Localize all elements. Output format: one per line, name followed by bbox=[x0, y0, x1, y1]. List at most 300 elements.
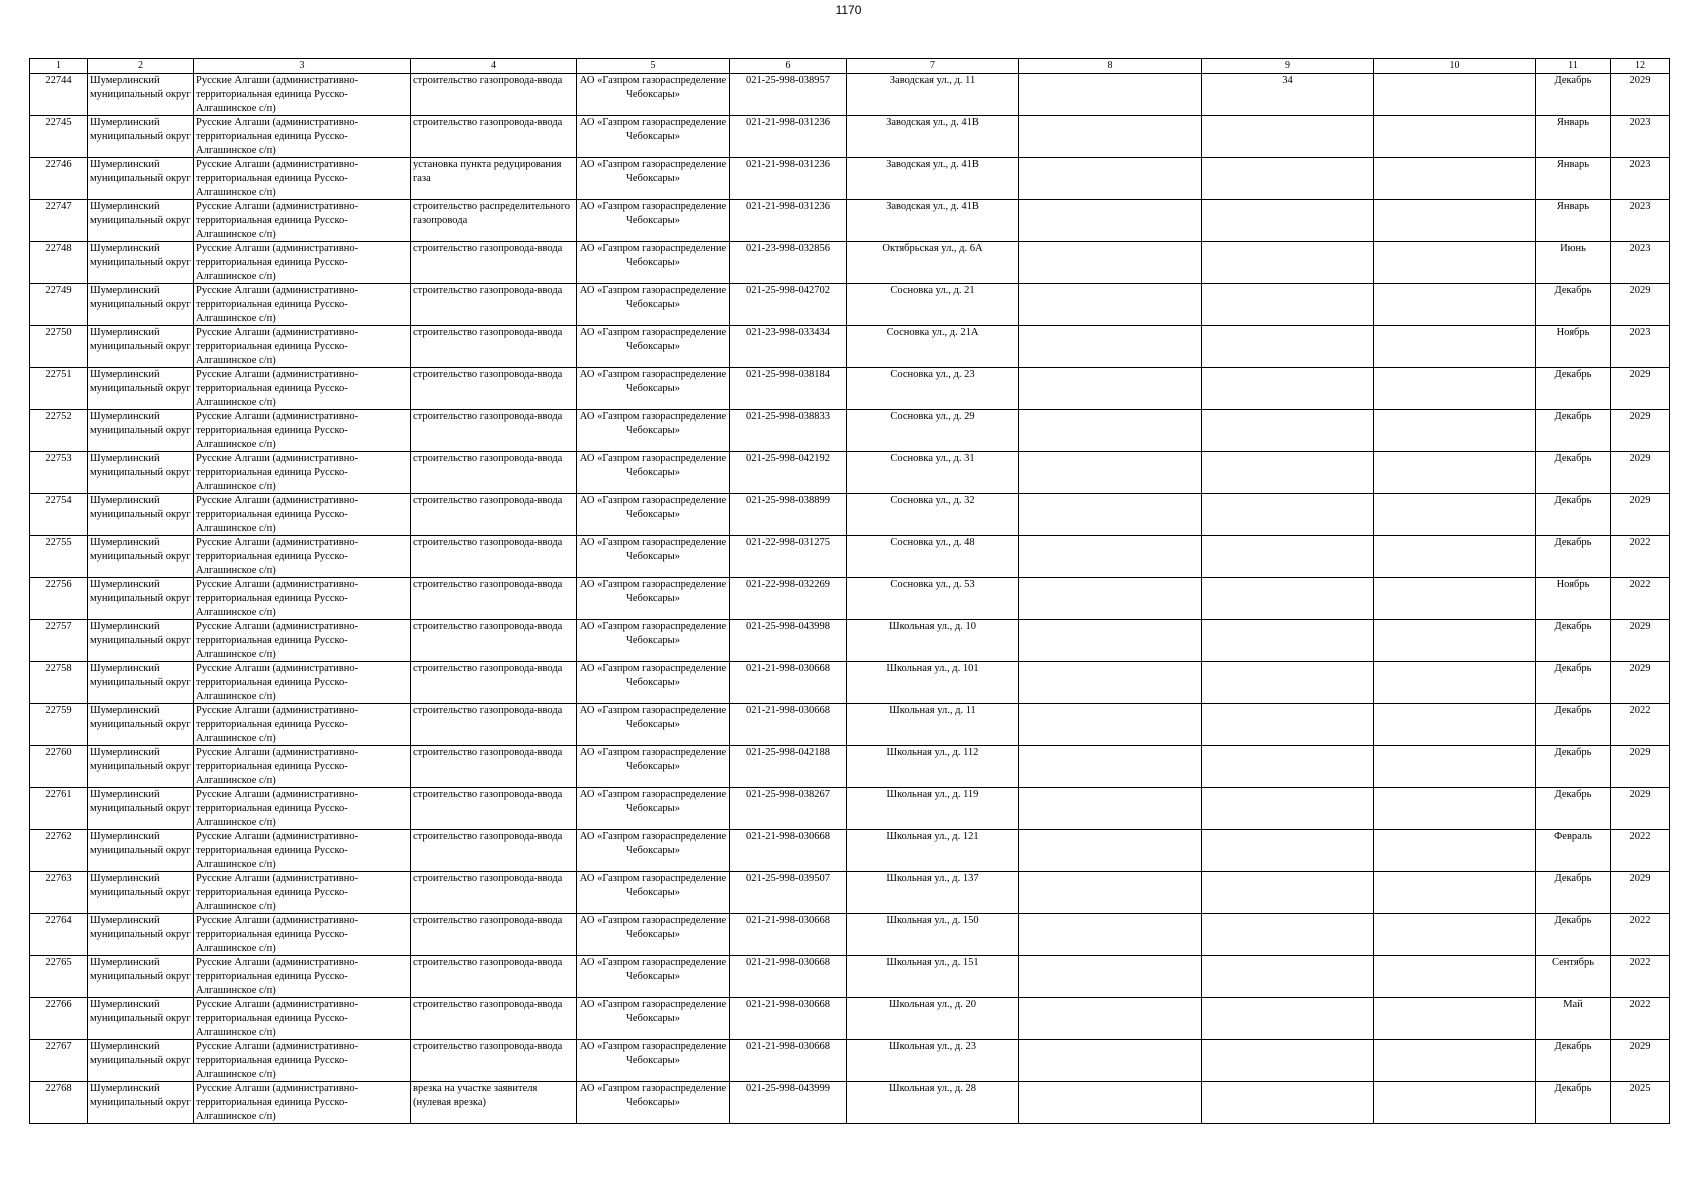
cell-address bbox=[847, 1082, 1019, 1124]
cell-text: строительство газопровода-ввода bbox=[413, 873, 563, 884]
column-header-5: 5 bbox=[577, 59, 730, 74]
cell-text bbox=[1021, 116, 1199, 157]
cell-col-9 bbox=[1202, 956, 1374, 998]
cell-municipality bbox=[88, 1040, 194, 1082]
cell-text: Шумерлинский муниципальный округ bbox=[90, 243, 191, 268]
cell-text: АО «Газпром газораспределение Чебоксары» bbox=[579, 999, 727, 1024]
cell-month bbox=[1536, 830, 1611, 872]
cell-text: Декабрь bbox=[1554, 369, 1592, 380]
cell-text bbox=[1021, 956, 1199, 997]
cell-col-8 bbox=[1019, 200, 1202, 242]
cell-text: 021-21-998-030668 bbox=[746, 705, 830, 716]
cell-organization bbox=[577, 788, 730, 830]
cell-text: Шумерлинский муниципальный округ bbox=[90, 873, 191, 898]
cell-text: АО «Газпром газораспределение Чебоксары» bbox=[579, 957, 727, 982]
cell-text: Шумерлинский муниципальный округ bbox=[90, 75, 191, 100]
cell-address bbox=[847, 536, 1019, 578]
column-header-11: 11 bbox=[1536, 59, 1611, 74]
cell-col-9 bbox=[1202, 494, 1374, 536]
cell-text: 021-25-998-039507 bbox=[746, 873, 830, 884]
cell-text: Школьная ул., д. 101 bbox=[886, 663, 979, 674]
cell-text bbox=[1376, 956, 1533, 997]
cell-year bbox=[1611, 914, 1670, 956]
cell-address bbox=[847, 914, 1019, 956]
cell-col-9 bbox=[1202, 242, 1374, 284]
cell-text: 021-25-998-038833 bbox=[746, 411, 830, 422]
table-row bbox=[30, 914, 1670, 956]
cell-text: 22748 bbox=[45, 243, 72, 254]
cell-text: АО «Газпром газораспределение Чебоксары» bbox=[579, 579, 727, 604]
cell-month bbox=[1536, 116, 1611, 158]
cell-organization bbox=[577, 872, 730, 914]
cell-text: 22766 bbox=[45, 999, 72, 1010]
cell-settlement bbox=[194, 998, 411, 1040]
table-row bbox=[30, 746, 1670, 788]
cell-text: Декабрь bbox=[1554, 789, 1592, 800]
column-header-3: 3 bbox=[194, 59, 411, 74]
cell-text: Декабрь bbox=[1554, 873, 1592, 884]
cell-year bbox=[1611, 494, 1670, 536]
cell-text: Декабрь bbox=[1554, 285, 1592, 296]
column-header-7: 7 bbox=[847, 59, 1019, 74]
cell-text: Шумерлинский муниципальный округ bbox=[90, 831, 191, 856]
cell-text bbox=[1204, 452, 1371, 493]
cell-text bbox=[1021, 746, 1199, 787]
cell-text: Шумерлинский муниципальный округ bbox=[90, 999, 191, 1024]
cell-address bbox=[847, 956, 1019, 998]
cell-year bbox=[1611, 74, 1670, 116]
cell-col-10 bbox=[1374, 242, 1536, 284]
column-header-1: 1 bbox=[30, 59, 88, 74]
cell-text: Русские Алгаши (административно-территориальная единица Русско-Алгашинское с/п) bbox=[196, 789, 359, 828]
cell-text bbox=[1021, 872, 1199, 913]
cell-municipality bbox=[88, 536, 194, 578]
cell-year bbox=[1611, 620, 1670, 662]
cell-text: строительство газопровода-ввода bbox=[413, 453, 563, 464]
cell-text: 22762 bbox=[45, 831, 72, 842]
cell-organization bbox=[577, 242, 730, 284]
cell-text: АО «Газпром газораспределение Чебоксары» bbox=[579, 1041, 727, 1066]
cell-text: АО «Газпром газораспределение Чебоксары» bbox=[579, 621, 727, 646]
cell-work-type bbox=[411, 1082, 577, 1124]
cell-text: Русские Алгаши (административно-территориальная единица Русско-Алгашинское с/п) bbox=[196, 999, 359, 1038]
cell-text bbox=[1204, 788, 1371, 829]
cell-col-8 bbox=[1019, 662, 1202, 704]
cell-work-type bbox=[411, 662, 577, 704]
cell-text: АО «Газпром газораспределение Чебоксары» bbox=[579, 495, 727, 520]
cell-text: 021-21-998-030668 bbox=[746, 1041, 830, 1052]
cell-year bbox=[1611, 410, 1670, 452]
cell-month bbox=[1536, 368, 1611, 410]
cell-text: 2022 bbox=[1629, 537, 1651, 548]
table-row bbox=[30, 74, 1670, 116]
cell-text: Школьная ул., д. 119 bbox=[886, 789, 979, 800]
cell-address bbox=[847, 704, 1019, 746]
cell-address bbox=[847, 662, 1019, 704]
cell-text: 2022 bbox=[1629, 999, 1651, 1010]
cell-address bbox=[847, 830, 1019, 872]
cell-col-10 bbox=[1374, 620, 1536, 662]
cell-work-type bbox=[411, 368, 577, 410]
cell-settlement bbox=[194, 662, 411, 704]
cell-text bbox=[1021, 578, 1199, 619]
cell-text bbox=[1376, 158, 1533, 199]
cell-organization bbox=[577, 410, 730, 452]
cell-record-number bbox=[30, 494, 88, 536]
cell-text bbox=[1021, 536, 1199, 577]
column-header-9: 9 bbox=[1202, 59, 1374, 74]
cell-text: Шумерлинский муниципальный округ bbox=[90, 117, 191, 142]
cell-text: Декабрь bbox=[1554, 663, 1592, 674]
cell-municipality bbox=[88, 788, 194, 830]
cell-year bbox=[1611, 452, 1670, 494]
cell-text bbox=[1021, 704, 1199, 745]
cell-text bbox=[1204, 872, 1371, 913]
cell-application-number bbox=[730, 284, 847, 326]
cell-col-10 bbox=[1374, 998, 1536, 1040]
cell-month bbox=[1536, 872, 1611, 914]
cell-text: 22761 bbox=[45, 789, 72, 800]
cell-text bbox=[1021, 326, 1199, 367]
cell-settlement bbox=[194, 914, 411, 956]
cell-col-9 bbox=[1202, 200, 1374, 242]
cell-text: Школьная ул., д. 11 bbox=[889, 705, 976, 716]
cell-col-10 bbox=[1374, 1040, 1536, 1082]
cell-record-number bbox=[30, 200, 88, 242]
cell-municipality bbox=[88, 746, 194, 788]
cell-application-number bbox=[730, 74, 847, 116]
cell-col-8 bbox=[1019, 578, 1202, 620]
cell-text: строительство газопровода-ввода bbox=[413, 327, 563, 338]
cell-text: АО «Газпром газораспределение Чебоксары» bbox=[579, 285, 727, 310]
cell-municipality bbox=[88, 662, 194, 704]
cell-organization bbox=[577, 620, 730, 662]
cell-municipality bbox=[88, 74, 194, 116]
cell-text: АО «Газпром газораспределение Чебоксары» bbox=[579, 831, 727, 856]
table-body bbox=[30, 74, 1670, 1124]
cell-text: Русские Алгаши (административно-территориальная единица Русско-Алгашинское с/п) bbox=[196, 285, 359, 324]
cell-col-8 bbox=[1019, 620, 1202, 662]
cell-settlement bbox=[194, 452, 411, 494]
cell-text bbox=[1204, 914, 1371, 955]
cell-municipality bbox=[88, 242, 194, 284]
cell-col-10 bbox=[1374, 284, 1536, 326]
cell-organization bbox=[577, 284, 730, 326]
table-row bbox=[30, 1082, 1670, 1124]
cell-text: 22744 bbox=[45, 75, 72, 86]
cell-year bbox=[1611, 998, 1670, 1040]
cell-text: Декабрь bbox=[1554, 453, 1592, 464]
header-row bbox=[30, 59, 1670, 74]
cell-text bbox=[1376, 578, 1533, 619]
cell-work-type bbox=[411, 578, 577, 620]
cell-application-number bbox=[730, 410, 847, 452]
cell-text: 22760 bbox=[45, 747, 72, 758]
cell-col-9 bbox=[1202, 158, 1374, 200]
cell-application-number bbox=[730, 620, 847, 662]
cell-application-number bbox=[730, 998, 847, 1040]
cell-work-type bbox=[411, 1040, 577, 1082]
cell-application-number bbox=[730, 452, 847, 494]
cell-text: строительство газопровода-ввода bbox=[413, 537, 563, 548]
cell-record-number bbox=[30, 872, 88, 914]
cell-col-8 bbox=[1019, 956, 1202, 998]
cell-text bbox=[1021, 284, 1199, 325]
cell-organization bbox=[577, 452, 730, 494]
column-header-6: 6 bbox=[730, 59, 847, 74]
cell-text: Школьная ул., д. 150 bbox=[886, 915, 979, 926]
cell-text bbox=[1376, 746, 1533, 787]
cell-text: Январь bbox=[1556, 201, 1590, 212]
cell-settlement bbox=[194, 746, 411, 788]
cell-municipality bbox=[88, 1082, 194, 1124]
cell-record-number bbox=[30, 368, 88, 410]
cell-year bbox=[1611, 536, 1670, 578]
cell-text bbox=[1021, 242, 1199, 283]
cell-year bbox=[1611, 578, 1670, 620]
cell-settlement bbox=[194, 200, 411, 242]
cell-text bbox=[1204, 704, 1371, 745]
cell-text: 2029 bbox=[1629, 747, 1651, 758]
column-header-10: 10 bbox=[1374, 59, 1536, 74]
cell-municipality bbox=[88, 704, 194, 746]
cell-application-number bbox=[730, 662, 847, 704]
cell-municipality bbox=[88, 494, 194, 536]
cell-text: 021-23-998-032856 bbox=[746, 243, 830, 254]
cell-text: Русские Алгаши (административно-территориальная единица Русско-Алгашинское с/п) bbox=[196, 873, 359, 912]
cell-text: врезка на участке заявителя (нулевая врезка) bbox=[413, 1083, 538, 1108]
cell-col-8 bbox=[1019, 494, 1202, 536]
cell-organization bbox=[577, 116, 730, 158]
cell-col-9 bbox=[1202, 1082, 1374, 1124]
cell-work-type bbox=[411, 284, 577, 326]
cell-col-8 bbox=[1019, 704, 1202, 746]
cell-text: 22758 bbox=[45, 663, 72, 674]
cell-text: 2029 bbox=[1629, 411, 1651, 422]
cell-application-number bbox=[730, 746, 847, 788]
cell-text: Шумерлинский муниципальный округ bbox=[90, 369, 191, 394]
cell-col-8 bbox=[1019, 872, 1202, 914]
cell-address bbox=[847, 116, 1019, 158]
cell-text: строительство газопровода-ввода bbox=[413, 705, 563, 716]
cell-text: Сосновка ул., д. 23 bbox=[890, 369, 975, 380]
cell-organization bbox=[577, 746, 730, 788]
cell-organization bbox=[577, 956, 730, 998]
cell-text: строительство газопровода-ввода bbox=[413, 831, 563, 842]
cell-text: 021-22-998-032269 bbox=[746, 579, 830, 590]
cell-application-number bbox=[730, 242, 847, 284]
cell-month bbox=[1536, 74, 1611, 116]
cell-text: строительство газопровода-ввода bbox=[413, 411, 563, 422]
cell-col-10 bbox=[1374, 578, 1536, 620]
cell-text: Шумерлинский муниципальный округ bbox=[90, 747, 191, 772]
cell-text: строительство газопровода-ввода bbox=[413, 495, 563, 506]
cell-organization bbox=[577, 200, 730, 242]
cell-text: АО «Газпром газораспределение Чебоксары» bbox=[579, 369, 727, 394]
cell-text: Декабрь bbox=[1554, 915, 1592, 926]
cell-settlement bbox=[194, 620, 411, 662]
cell-text: 021-21-998-030668 bbox=[746, 915, 830, 926]
cell-text: Русские Алгаши (административно-территориальная единица Русско-Алгашинское с/п) bbox=[196, 537, 359, 576]
cell-text: 22745 bbox=[45, 117, 72, 128]
cell-col-9 bbox=[1202, 746, 1374, 788]
cell-record-number bbox=[30, 158, 88, 200]
cell-text: строительство газопровода-ввода bbox=[413, 117, 563, 128]
cell-organization bbox=[577, 1040, 730, 1082]
cell-year bbox=[1611, 368, 1670, 410]
cell-text: Школьная ул., д. 10 bbox=[888, 621, 977, 632]
cell-text: Заводская ул., д. 11 bbox=[889, 75, 976, 86]
cell-organization bbox=[577, 662, 730, 704]
cell-work-type bbox=[411, 116, 577, 158]
cell-settlement bbox=[194, 704, 411, 746]
cell-month bbox=[1536, 1082, 1611, 1124]
table-row bbox=[30, 662, 1670, 704]
cell-organization bbox=[577, 998, 730, 1040]
cell-work-type bbox=[411, 914, 577, 956]
cell-record-number bbox=[30, 788, 88, 830]
cell-text: 22759 bbox=[45, 705, 72, 716]
cell-text bbox=[1021, 1082, 1199, 1123]
cell-address bbox=[847, 872, 1019, 914]
cell-text: 22754 bbox=[45, 495, 72, 506]
cell-col-9 bbox=[1202, 998, 1374, 1040]
cell-col-9 bbox=[1202, 788, 1374, 830]
cell-address bbox=[847, 326, 1019, 368]
cell-text: строительство газопровода-ввода bbox=[413, 747, 563, 758]
cell-organization bbox=[577, 74, 730, 116]
cell-text: 021-21-998-031236 bbox=[746, 201, 830, 212]
cell-work-type bbox=[411, 998, 577, 1040]
cell-text: Декабрь bbox=[1554, 1083, 1592, 1094]
cell-text: 22753 bbox=[45, 453, 72, 464]
cell-text: 2029 bbox=[1629, 75, 1651, 86]
cell-municipality bbox=[88, 830, 194, 872]
cell-text: строительство газопровода-ввода bbox=[413, 579, 563, 590]
cell-text: Декабрь bbox=[1554, 705, 1592, 716]
cell-municipality bbox=[88, 200, 194, 242]
cell-text: Декабрь bbox=[1554, 621, 1592, 632]
cell-col-10 bbox=[1374, 158, 1536, 200]
cell-text bbox=[1376, 368, 1533, 409]
cell-application-number bbox=[730, 578, 847, 620]
cell-text: 2023 bbox=[1629, 201, 1651, 212]
cell-month bbox=[1536, 494, 1611, 536]
cell-text: Русские Алгаши (административно-территориальная единица Русско-Алгашинское с/п) bbox=[196, 159, 359, 198]
cell-text: 021-22-998-031275 bbox=[746, 537, 830, 548]
cell-col-10 bbox=[1374, 746, 1536, 788]
cell-organization bbox=[577, 158, 730, 200]
cell-address bbox=[847, 788, 1019, 830]
cell-text: Русские Алгаши (административно-территориальная единица Русско-Алгашинское с/п) bbox=[196, 663, 359, 702]
table-row bbox=[30, 410, 1670, 452]
cell-work-type bbox=[411, 242, 577, 284]
cell-text: 021-21-998-031236 bbox=[746, 117, 830, 128]
cell-text: Январь bbox=[1556, 117, 1590, 128]
cell-application-number bbox=[730, 116, 847, 158]
cell-record-number bbox=[30, 74, 88, 116]
cell-address bbox=[847, 620, 1019, 662]
cell-municipality bbox=[88, 410, 194, 452]
cell-text: Шумерлинский муниципальный округ bbox=[90, 411, 191, 436]
cell-text: АО «Газпром газораспределение Чебоксары» bbox=[579, 747, 727, 772]
cell-address bbox=[847, 410, 1019, 452]
cell-text: Шумерлинский муниципальный округ bbox=[90, 1083, 191, 1108]
cell-text: АО «Газпром газораспределение Чебоксары» bbox=[579, 789, 727, 814]
cell-text: Декабрь bbox=[1554, 75, 1592, 86]
cell-text bbox=[1021, 998, 1199, 1039]
table-row bbox=[30, 578, 1670, 620]
cell-municipality bbox=[88, 578, 194, 620]
cell-text: Сосновка ул., д. 29 bbox=[890, 411, 975, 422]
cell-text: Шумерлинский муниципальный округ bbox=[90, 705, 191, 730]
cell-year bbox=[1611, 956, 1670, 998]
cell-text: 22756 bbox=[45, 579, 72, 590]
cell-organization bbox=[577, 914, 730, 956]
cell-year bbox=[1611, 116, 1670, 158]
cell-address bbox=[847, 200, 1019, 242]
cell-text bbox=[1204, 998, 1371, 1039]
cell-record-number bbox=[30, 326, 88, 368]
cell-text: Шумерлинский муниципальный округ bbox=[90, 915, 191, 940]
column-header-8: 8 bbox=[1019, 59, 1202, 74]
cell-month bbox=[1536, 956, 1611, 998]
cell-col-10 bbox=[1374, 200, 1536, 242]
cell-text: АО «Газпром газораспределение Чебоксары» bbox=[579, 117, 727, 142]
cell-text: Шумерлинский муниципальный округ bbox=[90, 495, 191, 520]
cell-text: 021-25-998-042188 bbox=[746, 747, 830, 758]
cell-settlement bbox=[194, 1082, 411, 1124]
cell-text: 2023 bbox=[1629, 159, 1651, 170]
cell-text: АО «Газпром газораспределение Чебоксары» bbox=[579, 159, 727, 184]
cell-text: Ноябрь bbox=[1556, 579, 1590, 590]
cell-settlement bbox=[194, 116, 411, 158]
cell-work-type bbox=[411, 200, 577, 242]
cell-text: Русские Алгаши (административно-территориальная единица Русско-Алгашинское с/п) bbox=[196, 831, 359, 870]
cell-application-number bbox=[730, 200, 847, 242]
cell-text bbox=[1376, 536, 1533, 577]
cell-text: 22768 bbox=[45, 1083, 72, 1094]
cell-text bbox=[1204, 746, 1371, 787]
cell-col-10 bbox=[1374, 914, 1536, 956]
cell-text: Русские Алгаши (административно-территориальная единица Русско-Алгашинское с/п) bbox=[196, 243, 359, 282]
cell-record-number bbox=[30, 914, 88, 956]
cell-text bbox=[1376, 410, 1533, 451]
cell-text: 021-25-998-042702 bbox=[746, 285, 830, 296]
cell-text: строительство газопровода-ввода bbox=[413, 75, 563, 86]
cell-work-type bbox=[411, 74, 577, 116]
cell-text bbox=[1204, 158, 1371, 199]
cell-text bbox=[1021, 620, 1199, 661]
cell-text bbox=[1021, 452, 1199, 493]
cell-application-number bbox=[730, 914, 847, 956]
cell-text: 22751 bbox=[45, 369, 72, 380]
cell-text bbox=[1376, 662, 1533, 703]
cell-text bbox=[1021, 662, 1199, 703]
cell-text: 021-21-998-030668 bbox=[746, 663, 830, 674]
cell-text: 22750 bbox=[45, 327, 72, 338]
cell-col-8 bbox=[1019, 452, 1202, 494]
cell-text: 021-23-998-033434 bbox=[746, 327, 830, 338]
cell-text: Сентябрь bbox=[1551, 957, 1595, 968]
cell-col-8 bbox=[1019, 284, 1202, 326]
cell-text: Декабрь bbox=[1554, 537, 1592, 548]
cell-text: Русские Алгаши (административно-территориальная единица Русско-Алгашинское с/п) bbox=[196, 957, 359, 996]
cell-col-9 bbox=[1202, 704, 1374, 746]
cell-text: Сосновка ул., д. 48 bbox=[890, 537, 975, 548]
cell-text: 2029 bbox=[1629, 1041, 1651, 1052]
cell-record-number bbox=[30, 536, 88, 578]
